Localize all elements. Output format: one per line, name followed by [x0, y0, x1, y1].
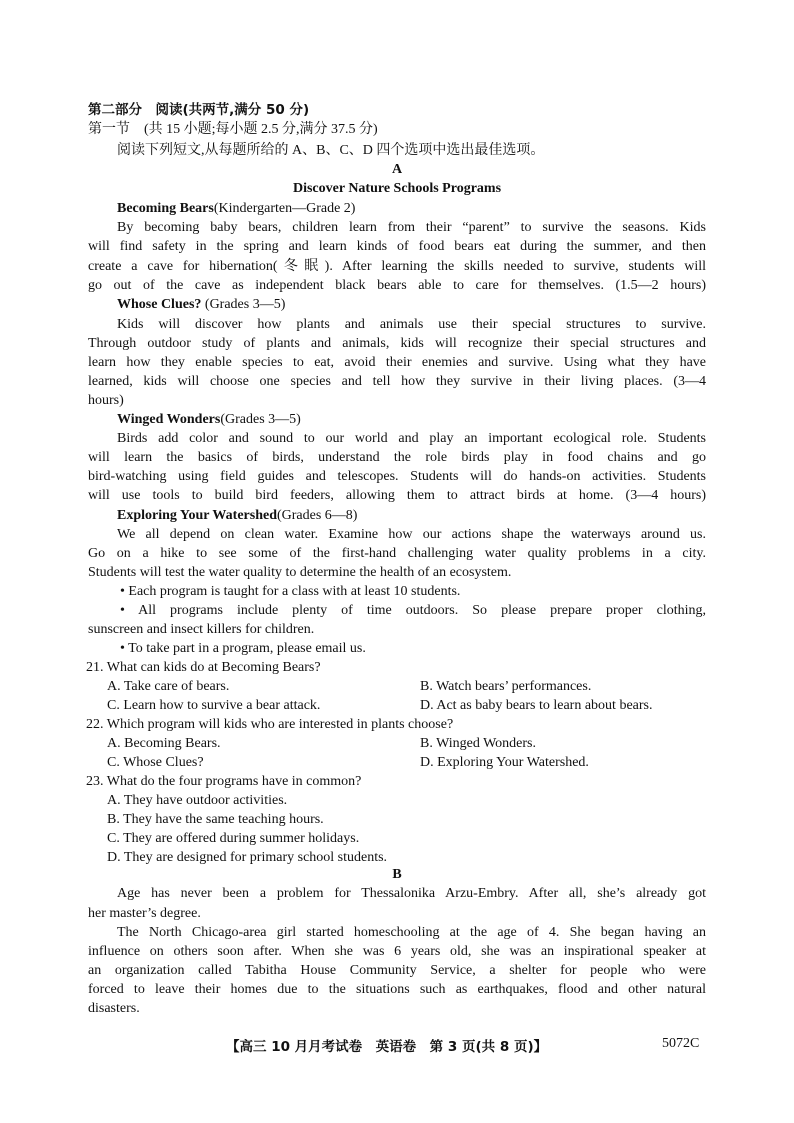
paragraph-line: Go on a hike to see some of the first-hand challenging water quality problems in a city. — [88, 546, 706, 561]
paragraph-line: will find safety in the spring and learn kinds of food bears eat during the summer, and then — [88, 239, 706, 254]
paragraph-line: Birds add color and sound to our world and play an important ecological role. Students — [117, 431, 706, 446]
program-heading-becoming-bears — [117, 199, 706, 218]
program-name: Becoming Bears — [117, 201, 214, 216]
option-23-d: D. They are designed for primary school students. — [107, 850, 388, 865]
option-21-d: D. Act as baby bears to learn about bears. — [420, 698, 653, 713]
program-name: Whose Clues? — [117, 297, 202, 312]
paragraph-line: We all depend on clean water. Examine how our actions shape the waterways around us. — [117, 527, 706, 542]
option-23-a: A. They have outdoor activities. — [107, 793, 288, 808]
passage-b-letter: B — [392, 867, 402, 882]
page-footer: 【高三 10 月月考试卷 英语卷 第 3 页(共 8 页)】 — [226, 1039, 548, 1055]
part-heading: 第二部分 阅读(共两节,满分 50 分) — [88, 102, 310, 118]
program-heading-winged-wonders — [117, 410, 706, 429]
passage-a-title: Discover Nature Schools Programs — [292, 181, 502, 196]
paragraph-line: Age has never been a problem for Thessalonika Arzu-Embry. After all, she’s already got — [117, 886, 706, 901]
option-23-c: C. They are offered during summer holidays. — [107, 831, 360, 846]
program-name: Winged Wonders — [117, 412, 221, 427]
section-heading: 第一节 (共 15 小题;每小题 2.5 分,满分 37.5 分) — [88, 122, 378, 137]
paragraph-line: create a cave for hibernation(冬眠). After learning the skills needed to survive, students will — [88, 259, 706, 274]
option-22-a: A. Becoming Bears. — [107, 736, 221, 751]
paragraph-line: hours) — [88, 393, 124, 408]
question-22: 22. Which program will kids who are interested in plants choose? — [86, 717, 454, 732]
paragraph-line: Through outdoor study of plants and animals, kids will recognize their special structures and — [88, 336, 706, 351]
program-name: Exploring Your Watershed — [117, 508, 277, 523]
passage-a-letter: A — [391, 162, 403, 177]
program-heading-exploring-watershed — [117, 506, 706, 525]
bullet-item: • To take part in a program, please email us. — [120, 641, 366, 656]
paragraph-line: learned, kids will choose one species and tell how they survive in their living places. (3—4 — [88, 374, 706, 389]
paragraph-line: learn how they enable species to eat, avoid their enemies and survive. Using what they have — [88, 355, 706, 370]
paragraph-line: will use tools to build bird feeders, allowing them to attract birds at home. (3—4 hours) — [88, 488, 706, 503]
paragraph-line: will learn the basics of birds, understand the role birds play in food chains and go — [88, 450, 706, 465]
paragraph-line: go out of the cave as independent black bears able to care for themselves. (1.5—2 hours) — [88, 278, 706, 293]
paragraph-line: bird-watching using field guides and telescopes. Students will do hands-on activities. Students — [88, 469, 706, 484]
program-grade: (Grades 6—8) — [277, 508, 358, 523]
paragraph-line: an organization called Tabitha House Community Service, a shelter for people who were — [88, 963, 706, 978]
paper-code: 5072C — [662, 1036, 700, 1051]
option-21-b: B. Watch bears’ performances. — [420, 679, 592, 694]
program-heading-whose-clues — [117, 295, 706, 314]
paragraph-line: Kids will discover how plants and animals use their special structures to survive. — [117, 317, 706, 332]
question-21: 21. What can kids do at Becoming Bears? — [86, 660, 321, 675]
bullet-item: • All programs include plenty of time outdoors. So please prepare proper clothing, — [120, 603, 706, 618]
paragraph-line: disasters. — [88, 1001, 140, 1016]
program-grade: (Kindergarten—Grade 2) — [213, 201, 356, 216]
option-21-c: C. Learn how to survive a bear attack. — [107, 698, 321, 713]
option-22-c: C. Whose Clues? — [107, 755, 204, 770]
bullet-item-continued: sunscreen and insect killers for children. — [88, 622, 315, 637]
paragraph-line: forced to leave their homes due to the situations such as earthquakes, flood and other natural — [88, 982, 706, 997]
program-grade: (Grades 3—5) — [201, 297, 286, 312]
instruction-text: 阅读下列短文,从每题所给的 A、B、C、D 四个选项中选出最佳选项。 — [117, 143, 545, 158]
option-23-b: B. They have the same teaching hours. — [107, 812, 324, 827]
question-23: 23. What do the four programs have in common? — [86, 774, 362, 789]
bullet-item: • Each program is taught for a class with at least 10 students. — [120, 584, 461, 599]
option-22-b: B. Winged Wonders. — [420, 736, 537, 751]
option-21-a: A. Take care of bears. — [107, 679, 230, 694]
paragraph-line: The North Chicago-area girl started homeschooling at the age of 4. She began having an — [117, 925, 706, 940]
paragraph-line: Students will test the water quality to determine the health of an ecosystem. — [88, 565, 512, 580]
program-grade: (Grades 3—5) — [220, 412, 301, 427]
paragraph-line: her master’s degree. — [88, 906, 201, 921]
option-22-d: D. Exploring Your Watershed. — [420, 755, 589, 770]
paragraph-line: By becoming baby bears, children learn from their “parent” to survive the seasons. Kids — [117, 220, 706, 235]
paragraph-line: influence on others soon after. When she was 6 years old, she was an inspirational speaker at — [88, 944, 706, 959]
